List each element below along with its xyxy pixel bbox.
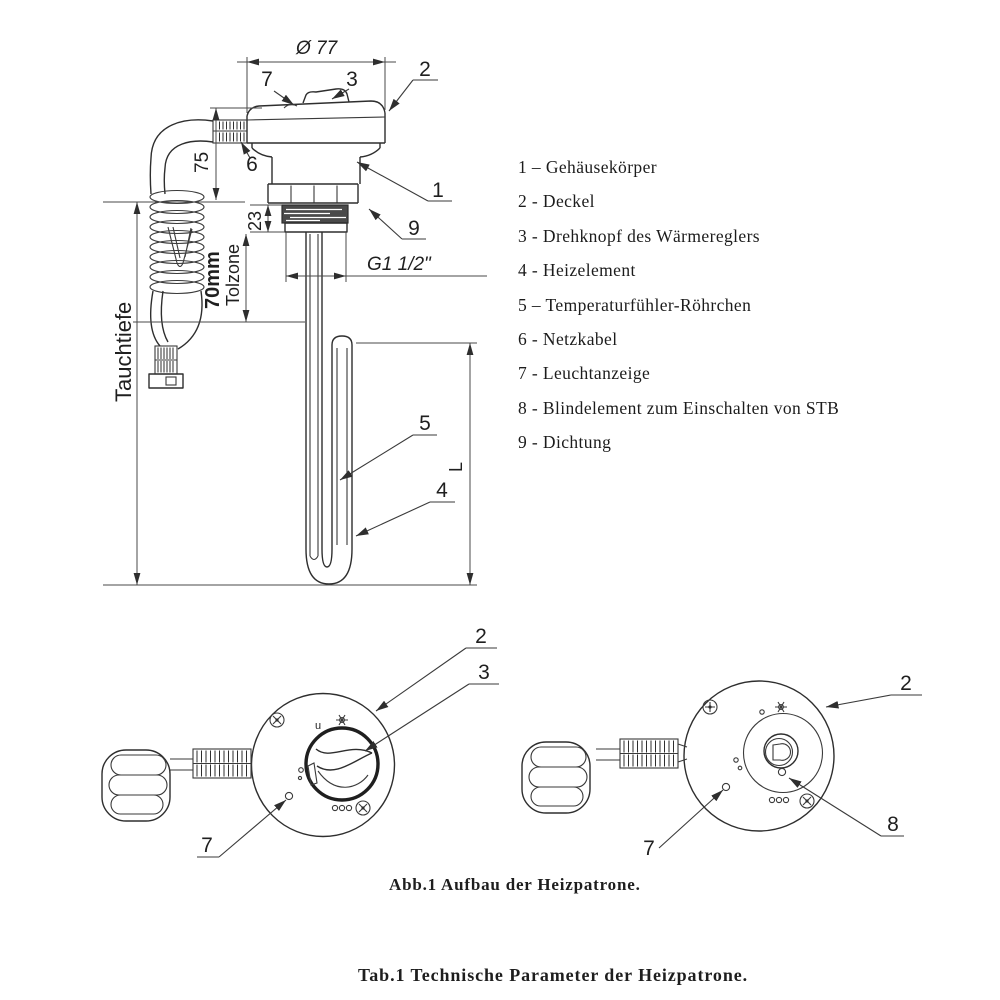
setting-dot	[760, 710, 764, 714]
snowflake-icon	[775, 702, 787, 712]
legend-item-6: 6 - Netzkabel	[518, 329, 618, 350]
power-cable	[102, 749, 251, 821]
callout-7: 7	[201, 834, 213, 857]
dim-thread-length-text: 23	[245, 210, 265, 231]
max-dots	[332, 805, 351, 810]
callout-5: 5	[419, 412, 431, 435]
power-plug	[102, 750, 170, 821]
sensor-tube	[310, 234, 318, 560]
dimension-thread-size	[286, 232, 487, 282]
legend-item-8: 8 - Blindelement zum Einschalten von STB	[518, 397, 840, 418]
power-plug	[149, 346, 183, 388]
table-caption: Tab.1 Technische Parameter der Heizpatrone.	[358, 965, 749, 985]
dim-thread-size-text: G1 1/2"	[367, 254, 431, 275]
callout-4: 4	[436, 479, 448, 502]
power-plug	[522, 742, 590, 813]
legend-item-3: 3 - Drehknopf des Wärmereglers	[518, 225, 761, 246]
cover-cap	[247, 89, 385, 143]
callout-9: 9	[408, 217, 420, 240]
screw-icon	[800, 794, 814, 808]
legend-item-9: 9 - Dichtung	[518, 432, 612, 453]
setting-dot	[734, 758, 738, 762]
screw-icon	[356, 801, 370, 815]
screw-icon	[270, 713, 284, 727]
callout-7: 7	[643, 837, 655, 860]
thermostat-knob	[306, 728, 378, 800]
dim-tolzone-value: 70mm	[202, 251, 224, 309]
callout-3: 3	[346, 68, 358, 91]
callout-2: 2	[475, 625, 487, 648]
indicator-lamp	[722, 783, 729, 790]
dim-tolzone-label: Tolzone	[223, 243, 243, 306]
max-dots	[769, 797, 788, 802]
hex-nut	[268, 184, 358, 203]
callout-3: 3	[478, 661, 490, 684]
main-view	[103, 38, 487, 585]
seal-flange	[285, 223, 347, 232]
recess-circle	[744, 714, 823, 793]
dimension-element-length	[356, 343, 477, 585]
dimension-tolerance-zone	[133, 234, 305, 322]
legend-item-1: 1 – Gehäusekörper	[518, 157, 657, 177]
left-view-callouts	[197, 625, 499, 857]
dim-length-text: L	[446, 461, 466, 472]
thermostat-knob-profile	[303, 89, 349, 103]
cover-circle	[684, 681, 834, 831]
callout-6: 6	[246, 153, 258, 176]
dim-diameter-text: Ø 77	[296, 38, 338, 59]
legend-item-5: 5 – Temperaturfühler-Röhrchen	[518, 294, 752, 315]
figure-caption: Abb.1 Aufbau der Heizpatrone.	[389, 875, 641, 894]
dim-immersion-text: Tauchtiefe	[111, 301, 136, 402]
callout-2: 2	[900, 672, 912, 695]
legend-item-4: 4 - Heizelement	[518, 260, 636, 281]
legend-item-2: 2 - Deckel	[518, 191, 595, 212]
snowflake-icon	[336, 715, 348, 725]
callout-1: 1	[432, 179, 444, 202]
heater-tube	[306, 232, 352, 584]
setting-dot	[298, 776, 301, 779]
setting-dot	[299, 768, 304, 773]
dim-head-height-text: 75	[192, 151, 213, 173]
legend-item-7: 7 - Leuchtanzeige	[518, 363, 651, 384]
indicator-lamp	[285, 792, 292, 799]
cable-gland	[213, 120, 247, 143]
bottom-view-with-blind-element	[522, 672, 922, 860]
callout-8: 8	[887, 813, 899, 836]
parts-legend	[518, 150, 839, 460]
pipe-thread	[282, 205, 348, 223]
main-callouts	[241, 58, 455, 536]
callout-2: 2	[419, 58, 431, 81]
screw-icon	[703, 700, 717, 714]
dimension-thread-length	[245, 205, 285, 232]
power-cable	[522, 739, 687, 813]
min-mark: u	[315, 720, 322, 732]
blind-element	[764, 734, 798, 776]
setting-dot	[738, 766, 742, 770]
bottom-view-with-knob	[102, 625, 499, 857]
cable-coil	[150, 191, 204, 294]
callout-7: 7	[261, 68, 273, 91]
